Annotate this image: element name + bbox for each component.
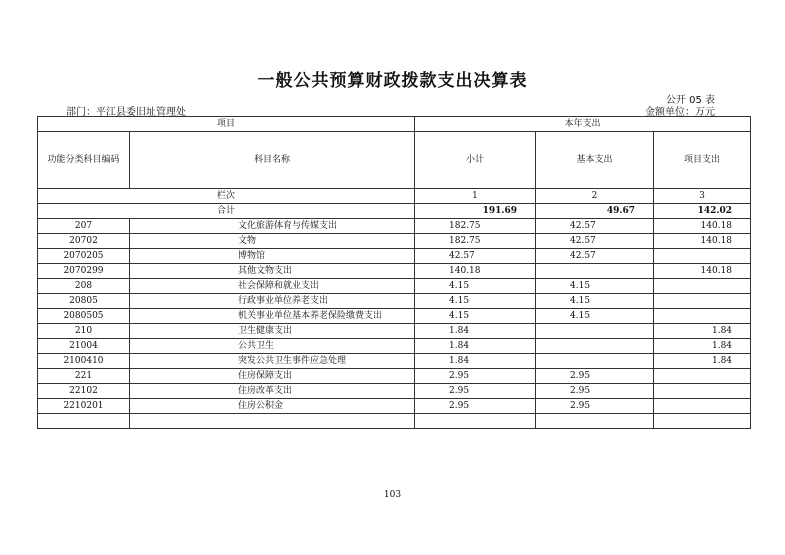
row-code: 208: [38, 279, 130, 294]
table-row: [38, 354, 751, 369]
row-project: [654, 279, 751, 294]
row-code: 20702: [38, 234, 130, 249]
row-subtotal: 1.84: [415, 354, 536, 369]
header-code: 功能分类科目编码: [38, 132, 130, 189]
table-row: [38, 324, 751, 339]
table-row: [38, 279, 751, 294]
row-project: [654, 384, 751, 399]
row-code: 207: [38, 219, 130, 234]
header-subtotal: 小计: [415, 132, 536, 189]
table-row: [38, 399, 751, 414]
row-name: 机关事业单位基本养老保险缴费支出: [130, 309, 415, 324]
row-project: 140.18: [654, 234, 751, 249]
table-row: [38, 249, 751, 264]
header-row-2: [38, 132, 751, 189]
row-name: 公共卫生: [130, 339, 415, 354]
empty-cell: [38, 414, 130, 429]
row-project: [654, 399, 751, 414]
header-project: 项目: [38, 117, 415, 132]
header-project-expense: 项目支出: [654, 132, 751, 189]
row-code: 2210201: [38, 399, 130, 414]
row-subtotal: 4.15: [415, 294, 536, 309]
table-row: [38, 339, 751, 354]
row-basic: [536, 264, 654, 279]
row-project: [654, 294, 751, 309]
table-row: [38, 264, 751, 279]
row-name: 博物馆: [130, 249, 415, 264]
row-project: 140.18: [654, 219, 751, 234]
row-project: [654, 249, 751, 264]
row-subtotal: 42.57: [415, 249, 536, 264]
row-subtotal: 1.84: [415, 339, 536, 354]
row-code: 210: [38, 324, 130, 339]
row-name: 文化旅游体育与传媒支出: [130, 219, 415, 234]
header-current-year: 本年支出: [415, 117, 751, 132]
total-project: 142.02: [654, 204, 751, 219]
header-basic: 基本支出: [536, 132, 654, 189]
table-row: [38, 234, 751, 249]
row-code: 21004: [38, 339, 130, 354]
row-name: 社会保障和就业支出: [130, 279, 415, 294]
row-name: 住房改革支出: [130, 384, 415, 399]
row-code: 2070205: [38, 249, 130, 264]
unit-label: 金额单位：万元: [645, 107, 715, 118]
column-index-label: 栏次: [38, 189, 415, 204]
row-subtotal: 1.84: [415, 324, 536, 339]
budget-table: [37, 116, 751, 429]
row-subtotal: 4.15: [415, 279, 536, 294]
column-index-3: 3: [654, 189, 751, 204]
total-subtotal: 191.69: [415, 204, 536, 219]
row-basic: 4.15: [536, 294, 654, 309]
empty-cell: [654, 414, 751, 429]
row-name: 住房保障支出: [130, 369, 415, 384]
row-basic: 42.57: [536, 234, 654, 249]
row-basic: 2.95: [536, 399, 654, 414]
row-code: 22102: [38, 384, 130, 399]
row-name: 卫生健康支出: [130, 324, 415, 339]
row-basic: 42.57: [536, 219, 654, 234]
page-number: 103: [383, 490, 402, 500]
row-code: 221: [38, 369, 130, 384]
empty-cell: [130, 414, 415, 429]
row-basic: 4.15: [536, 309, 654, 324]
table-row: [38, 294, 751, 309]
department-label: 部门：平江县委旧址管理处: [66, 107, 186, 118]
empty-row: [38, 414, 751, 429]
column-index-1: 1: [415, 189, 536, 204]
row-code: 2080505: [38, 309, 130, 324]
total-label: 合计: [38, 204, 415, 219]
row-basic: 42.57: [536, 249, 654, 264]
row-subtotal: 2.95: [415, 369, 536, 384]
row-project: 1.84: [654, 324, 751, 339]
header-name: 科目名称: [130, 132, 415, 189]
page-title: 一般公共预算财政拨款支出决算表: [257, 71, 528, 91]
row-subtotal: 4.15: [415, 309, 536, 324]
total-row: [38, 204, 751, 219]
row-project: [654, 369, 751, 384]
row-project: 1.84: [654, 354, 751, 369]
row-name: 行政事业单位养老支出: [130, 294, 415, 309]
row-project: 140.18: [654, 264, 751, 279]
row-subtotal: 2.95: [415, 384, 536, 399]
row-name: 住房公积金: [130, 399, 415, 414]
table-row: [38, 369, 751, 384]
row-basic: 2.95: [536, 384, 654, 399]
column-index-row: [38, 189, 751, 204]
row-project: [654, 309, 751, 324]
row-code: 2070299: [38, 264, 130, 279]
row-code: 20805: [38, 294, 130, 309]
column-index-2: 2: [536, 189, 654, 204]
row-basic: [536, 339, 654, 354]
empty-cell: [536, 414, 654, 429]
row-basic: [536, 324, 654, 339]
row-subtotal: 2.95: [415, 399, 536, 414]
row-name: 文物: [130, 234, 415, 249]
row-basic: [536, 354, 654, 369]
table-row: [38, 384, 751, 399]
row-subtotal: 182.75: [415, 219, 536, 234]
row-subtotal: 182.75: [415, 234, 536, 249]
table-row: [38, 219, 751, 234]
row-name: 突发公共卫生事件应急处理: [130, 354, 415, 369]
row-project: 1.84: [654, 339, 751, 354]
table-row: [38, 309, 751, 324]
row-basic: 2.95: [536, 369, 654, 384]
total-basic: 49.67: [536, 204, 654, 219]
empty-cell: [415, 414, 536, 429]
row-code: 2100410: [38, 354, 130, 369]
row-basic: 4.15: [536, 279, 654, 294]
form-number: 公开 05 表: [665, 95, 715, 106]
row-subtotal: 140.18: [415, 264, 536, 279]
row-name: 其他文物支出: [130, 264, 415, 279]
header-row-1: [38, 117, 751, 132]
